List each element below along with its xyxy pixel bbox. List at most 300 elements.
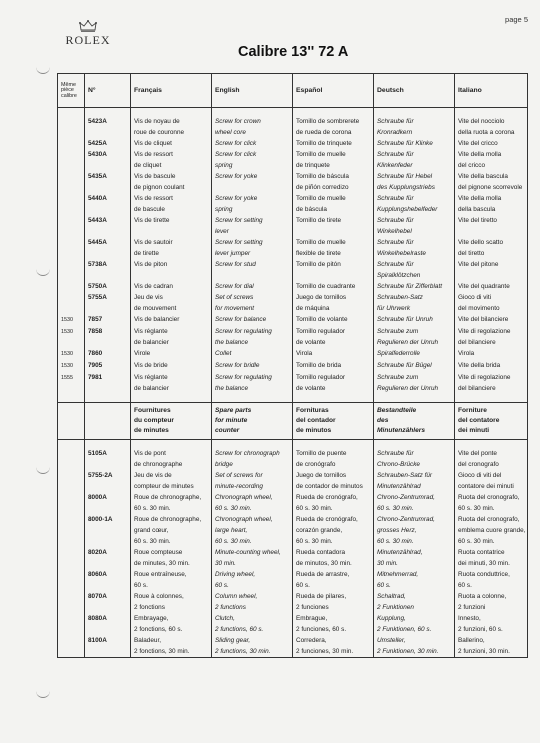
- cell-line: 2 functions, 30 min.: [215, 648, 271, 655]
- table-row: [58, 193, 528, 215]
- ref-cell: 7981: [85, 372, 131, 394]
- calibre-cell: 1530: [58, 326, 85, 348]
- fr-cell: [131, 635, 212, 658]
- cell-line: Vite della brida: [458, 362, 501, 369]
- fr-cell: [131, 613, 212, 635]
- ref-cell: 5430A: [85, 149, 131, 171]
- it-cell: [455, 237, 528, 259]
- spacer-cell: [131, 440, 212, 449]
- es-cell: [293, 138, 374, 149]
- it-cell: [455, 292, 528, 314]
- de-cell: [374, 372, 455, 394]
- en-cell: [212, 326, 293, 348]
- es-cell: [293, 547, 374, 569]
- spacer-row: [58, 108, 528, 117]
- cell-line: Vite della bascula: [458, 173, 508, 180]
- header-calibre: Même pièce calibre: [58, 74, 85, 108]
- table-row: [58, 348, 528, 360]
- cell-line: del movimento: [458, 305, 500, 312]
- cell-line: Screw for click: [215, 140, 257, 147]
- it-cell: [455, 215, 528, 237]
- header-english: English: [212, 74, 293, 108]
- fr-cell: [131, 314, 212, 326]
- binder-hole: [36, 66, 50, 74]
- cell-line: Klinkenfeder: [377, 162, 413, 169]
- cell-line: Virole: [134, 350, 151, 357]
- cell-line: Juego de tornillos: [296, 294, 347, 301]
- it-cell: [455, 193, 528, 215]
- de-cell: [374, 292, 455, 314]
- cell-line: Vis de bride: [134, 362, 168, 369]
- cell-line: del contatore: [458, 417, 500, 424]
- de-cell: [374, 360, 455, 372]
- spacer-cell: [131, 108, 212, 117]
- cell-line: 60 s.: [377, 582, 391, 589]
- it-cell: [455, 613, 528, 635]
- cell-line: Schraube für: [377, 217, 414, 224]
- cell-line: de piñón corredizo: [296, 184, 349, 191]
- cell-line: Screw for crown: [215, 118, 261, 125]
- cell-line: 60 s.: [458, 582, 472, 589]
- cell-line: 2 fonctions: [134, 604, 165, 611]
- es-cell: [293, 492, 374, 514]
- en-cell: [212, 348, 293, 360]
- cell-line: des: [377, 417, 389, 424]
- section-empty: [58, 403, 85, 440]
- spacer-cell: [85, 440, 131, 449]
- ref-cell: 5425A: [85, 138, 131, 149]
- ref-cell: 7857: [85, 314, 131, 326]
- cell-line: du compteur: [134, 417, 174, 424]
- de-cell: [374, 635, 455, 658]
- cell-line: Schraube für: [377, 450, 414, 457]
- cell-line: Vite della molla: [458, 151, 502, 158]
- calibre-cell: [58, 292, 85, 314]
- cell-line: Schraube für: [377, 261, 414, 268]
- cell-line: Ruota a colonne,: [458, 593, 507, 600]
- es-cell: [293, 372, 374, 394]
- fr-cell: [131, 448, 212, 470]
- en-cell: [212, 448, 293, 470]
- cell-line: de pignon coulant: [134, 184, 185, 191]
- section-es: [293, 403, 374, 440]
- cell-line: Tornillo de volante: [296, 316, 348, 323]
- cell-line: Collet: [215, 350, 232, 357]
- cell-line: del cricco: [458, 162, 485, 169]
- page-title: Calibre 13'' 72 A: [238, 44, 349, 60]
- table-row: [58, 591, 528, 613]
- cell-line: Regulieren der Unruh: [377, 385, 439, 392]
- en-cell: [212, 215, 293, 237]
- cell-line: Tornillo de tirete: [296, 217, 342, 224]
- calibre-cell: [58, 569, 85, 591]
- cell-line: Schrauben-Satz: [377, 294, 423, 301]
- spacer-cell: [58, 394, 85, 403]
- cell-line: Vite del bilanciere: [458, 316, 509, 323]
- ref-cell: 8000A: [85, 492, 131, 514]
- en-cell: [212, 569, 293, 591]
- cell-line: Minutenzählers: [377, 427, 425, 434]
- fr-cell: [131, 237, 212, 259]
- calibre-cell: [58, 613, 85, 635]
- es-cell: [293, 635, 374, 658]
- cell-line: Spare parts: [215, 407, 252, 414]
- cell-line: 2 Funktionen, 60 s.: [377, 626, 432, 633]
- cell-line: del bilanciere: [458, 385, 496, 392]
- cell-line: Vis de piton: [134, 261, 168, 268]
- ref-cell: 8080A: [85, 613, 131, 635]
- cell-line: Vite dello scatto: [458, 239, 503, 246]
- calibre-cell: [58, 171, 85, 193]
- cell-line: des Kupplungstriebs: [377, 184, 435, 191]
- cell-line: Minutenzählrad,: [377, 549, 423, 556]
- section-fr: [131, 403, 212, 440]
- spacer-cell: [58, 440, 85, 449]
- cell-line: Fournitures: [134, 407, 171, 414]
- cell-line: Embrayage,: [134, 615, 169, 622]
- cell-line: Vis de ressort: [134, 195, 173, 202]
- cell-line: Vis de balancier: [134, 316, 180, 323]
- ref-cell: 5755A: [85, 292, 131, 314]
- en-cell: [212, 138, 293, 149]
- cell-line: Schraube für: [377, 151, 414, 158]
- cell-line: Vite del quadrante: [458, 283, 510, 290]
- cell-line: de chronographe: [134, 461, 183, 468]
- cell-line: Virola: [458, 350, 475, 357]
- es-cell: [293, 448, 374, 470]
- es-cell: [293, 514, 374, 547]
- es-cell: [293, 215, 374, 237]
- de-cell: [374, 326, 455, 348]
- cell-line: Innesto,: [458, 615, 481, 622]
- calibre-cell: [58, 193, 85, 215]
- calibre-cell: 1530: [58, 360, 85, 372]
- de-cell: [374, 514, 455, 547]
- cell-line: dei minuti: [458, 427, 490, 434]
- cell-line: 2 functions: [215, 604, 246, 611]
- cell-line: Minute-counting wheel,: [215, 549, 281, 556]
- cell-line: Winkelhebelraste: [377, 250, 426, 257]
- cell-line: 2 Funktionen: [377, 604, 414, 611]
- it-cell: [455, 492, 528, 514]
- cell-line: large heart,: [215, 527, 248, 534]
- es-cell: [293, 281, 374, 292]
- section-header: [58, 403, 528, 440]
- binder-hole: [36, 466, 50, 474]
- calibre-cell: [58, 514, 85, 547]
- cell-line: 2 funciones, 60 s.: [296, 626, 347, 633]
- cell-line: de tirette: [134, 250, 159, 257]
- calibre-cell: [58, 138, 85, 149]
- table-row: [58, 470, 528, 492]
- cell-line: Schraube zum: [377, 374, 419, 381]
- cell-line: grosses Herz,: [377, 527, 417, 534]
- table-row: [58, 237, 528, 259]
- calibre-cell: [58, 237, 85, 259]
- table-row: [58, 372, 528, 394]
- cell-line: für Uhrwerk: [377, 305, 411, 312]
- it-cell: [455, 348, 528, 360]
- cell-line: del pignone scorrevole: [458, 184, 523, 191]
- de-cell: [374, 149, 455, 171]
- table-row: [58, 292, 528, 314]
- section-empty: [85, 403, 131, 440]
- cell-line: counter: [215, 427, 240, 434]
- fr-cell: [131, 547, 212, 569]
- cell-line: Mitnehmerrad,: [377, 571, 419, 578]
- cell-line: Embrague,: [296, 615, 328, 622]
- cell-line: Tornillo de báscula: [296, 173, 349, 180]
- fr-cell: [131, 116, 212, 138]
- cell-line: Screw for dial: [215, 283, 254, 290]
- ref-cell: 5738A: [85, 259, 131, 281]
- cell-line: Vis de pont: [134, 450, 166, 457]
- cell-line: Jeu de vis de: [134, 472, 172, 479]
- cell-line: Schaltrad,: [377, 593, 406, 600]
- cell-line: Vis de cliquet: [134, 140, 172, 147]
- it-cell: [455, 116, 528, 138]
- spacer-cell: [85, 394, 131, 403]
- spacer-cell: [455, 108, 528, 117]
- de-cell: [374, 281, 455, 292]
- cell-line: del cronografo: [458, 461, 499, 468]
- header-spanish: Español: [293, 74, 374, 108]
- spacer-cell: [131, 394, 212, 403]
- fr-cell: [131, 326, 212, 348]
- cell-line: 60 s. 30 min.: [377, 505, 414, 512]
- cell-line: Screw for yoke: [215, 195, 258, 202]
- cell-line: bridge: [215, 461, 233, 468]
- parts-table: [57, 73, 528, 658]
- cell-line: compteur de minutes: [134, 483, 194, 490]
- binder-hole: [36, 268, 50, 276]
- en-cell: [212, 514, 293, 547]
- spacer-row: [58, 440, 528, 449]
- cell-line: 60 s. 30 min.: [296, 538, 333, 545]
- cell-line: Corredera,: [296, 637, 327, 644]
- header-french: Français: [131, 74, 212, 108]
- spacer-cell: [293, 394, 374, 403]
- cell-line: 60 s. 30 min.: [134, 505, 171, 512]
- spacer-cell: [293, 108, 374, 117]
- cell-line: Kupplungshebelfeder: [377, 206, 438, 213]
- spacer-cell: [212, 394, 293, 403]
- cell-line: de rueda de corona: [296, 129, 352, 136]
- cell-line: 60 s. 30 min.: [377, 538, 414, 545]
- en-cell: [212, 492, 293, 514]
- cell-line: Chrono-Zentrumrad,: [377, 516, 435, 523]
- cell-line: the balance: [215, 385, 249, 392]
- cell-line: 2 funzioni, 60 s.: [458, 626, 503, 633]
- cell-line: della ruota a corona: [458, 129, 515, 136]
- en-cell: [212, 591, 293, 613]
- it-cell: [455, 448, 528, 470]
- cell-line: 2 funciones: [296, 604, 329, 611]
- table-header: [58, 74, 528, 108]
- calibre-cell: [58, 448, 85, 470]
- cell-line: de mouvement: [134, 305, 177, 312]
- cell-line: Schraube für Unruh: [377, 316, 433, 323]
- cell-line: contatore dei minuti: [458, 483, 514, 490]
- cell-line: Roue de chronographe,: [134, 494, 202, 501]
- cell-line: 2 Funktionen, 30 min.: [377, 648, 439, 655]
- ref-cell: 5443A: [85, 215, 131, 237]
- calibre-cell: [58, 116, 85, 138]
- cell-line: Rueda contadora: [296, 549, 346, 556]
- table-row: [58, 149, 528, 171]
- cell-line: de minutos: [296, 427, 332, 434]
- cell-line: Gioco di viti: [458, 294, 492, 301]
- calibre-cell: [58, 492, 85, 514]
- calibre-cell: 1530: [58, 314, 85, 326]
- cell-line: minute-recording: [215, 483, 263, 490]
- cell-line: del tiretto: [458, 250, 485, 257]
- cell-line: Chrono-Zentrumrad,: [377, 494, 435, 501]
- cell-line: Schraube für Zifferblatt: [377, 283, 443, 290]
- es-cell: [293, 259, 374, 281]
- cell-line: de cliquet: [134, 162, 162, 169]
- de-cell: [374, 314, 455, 326]
- cell-line: 60 s.: [296, 582, 310, 589]
- cell-line: 60 s. 30 min.: [215, 538, 252, 545]
- cell-line: Screw for balance: [215, 316, 267, 323]
- table-row: [58, 326, 528, 348]
- it-cell: [455, 569, 528, 591]
- cell-line: Ruota contatrice: [458, 549, 505, 556]
- cell-line: wheel core: [215, 129, 246, 136]
- en-cell: [212, 372, 293, 394]
- ref-cell: 7858: [85, 326, 131, 348]
- ref-cell: 5755-2A: [85, 470, 131, 492]
- spacer-cell: [212, 440, 293, 449]
- it-cell: [455, 281, 528, 292]
- cell-line: Tornillo de trinquete: [296, 140, 352, 147]
- cell-line: Vis de noyau de: [134, 118, 180, 125]
- cell-line: 2 fonctions, 30 min.: [134, 648, 190, 655]
- cell-line: Vis de ressort: [134, 151, 173, 158]
- cell-line: Schraube zum: [377, 328, 419, 335]
- cell-line: Tornillo de muelle: [296, 151, 346, 158]
- cell-line: del bilanciere: [458, 339, 496, 346]
- cell-line: 2 fonctions, 60 s.: [134, 626, 183, 633]
- en-cell: [212, 470, 293, 492]
- header-german: Deutsch: [374, 74, 455, 108]
- cell-line: 60 s. 30 min.: [458, 505, 495, 512]
- cell-line: Gioco di viti del: [458, 472, 502, 479]
- spacer-row: [58, 394, 528, 403]
- cell-line: de báscula: [296, 206, 327, 213]
- cell-line: Bestandteile: [377, 407, 417, 414]
- cell-line: Clutch,: [215, 615, 235, 622]
- spacer-cell: [374, 108, 455, 117]
- es-cell: [293, 360, 374, 372]
- es-cell: [293, 193, 374, 215]
- en-cell: [212, 635, 293, 658]
- es-cell: [293, 314, 374, 326]
- de-cell: [374, 591, 455, 613]
- de-cell: [374, 547, 455, 569]
- cell-line: de cronógrafo: [296, 461, 336, 468]
- ref-cell: 5440A: [85, 193, 131, 215]
- de-cell: [374, 569, 455, 591]
- cell-line: de balancier: [134, 339, 169, 346]
- cell-line: Tornillo de brida: [296, 362, 342, 369]
- cell-line: Driving wheel,: [215, 571, 256, 578]
- calibre-cell: 1555: [58, 372, 85, 394]
- it-cell: [455, 326, 528, 348]
- cell-line: Schraube für Klinke: [377, 140, 433, 147]
- cell-line: Schraube für Hebel: [377, 173, 433, 180]
- cell-line: Chrono-Brücke: [377, 461, 420, 468]
- cell-line: 30 min.: [377, 560, 398, 567]
- cell-line: Schraube für: [377, 239, 414, 246]
- cell-line: della bascula: [458, 206, 496, 213]
- cell-line: for minute: [215, 417, 248, 424]
- cell-line: lever jumper: [215, 250, 251, 257]
- cell-line: Screw for regulating: [215, 374, 272, 381]
- es-cell: [293, 149, 374, 171]
- es-cell: [293, 613, 374, 635]
- it-cell: [455, 259, 528, 281]
- cell-line: 60 s. 30 min.: [215, 505, 252, 512]
- de-cell: [374, 193, 455, 215]
- it-cell: [455, 635, 528, 658]
- table-row: [58, 635, 528, 658]
- es-cell: [293, 326, 374, 348]
- cell-line: grand cœur,: [134, 527, 169, 534]
- cell-line: de balancier: [134, 385, 169, 392]
- cell-line: Schraube für: [377, 118, 414, 125]
- table-row: [58, 215, 528, 237]
- fr-cell: [131, 591, 212, 613]
- cell-line: roue de couronne: [134, 129, 185, 136]
- cell-line: Baladeur,: [134, 637, 162, 644]
- it-cell: [455, 360, 528, 372]
- de-cell: [374, 613, 455, 635]
- cell-line: Schraube für: [377, 195, 414, 202]
- cell-line: Rueda de cronógrafo,: [296, 516, 358, 523]
- cell-line: 60 s.: [134, 582, 148, 589]
- cell-line: 2 funzioni, 30 min.: [458, 648, 510, 655]
- cell-line: Tornillo regulador: [296, 328, 346, 335]
- en-cell: [212, 281, 293, 292]
- table-row: [58, 360, 528, 372]
- ref-cell: 5750A: [85, 281, 131, 292]
- table-row: [58, 116, 528, 138]
- cell-line: de contador de minutos: [296, 483, 363, 490]
- es-cell: [293, 569, 374, 591]
- cell-line: Tornillo de sombrerete: [296, 118, 360, 125]
- cell-line: Rueda de cronógrafo,: [296, 494, 358, 501]
- fr-cell: [131, 149, 212, 171]
- cell-line: Kronradkern: [377, 129, 413, 136]
- cell-line: Tornillo regulador: [296, 374, 346, 381]
- cell-line: 60 s. 30 min.: [458, 538, 495, 545]
- cell-line: Spiralfederrolle: [377, 350, 420, 357]
- es-cell: [293, 470, 374, 492]
- cell-line: Ruota del cronografo,: [458, 516, 520, 523]
- cell-line: Winkelhebel: [377, 228, 412, 235]
- table-row: [58, 281, 528, 292]
- cell-line: Rueda de pilares,: [296, 593, 347, 600]
- header-italian: Italiano: [455, 74, 528, 108]
- ref-cell: 5435A: [85, 171, 131, 193]
- en-cell: [212, 171, 293, 193]
- cell-line: Schraube für Bügel: [377, 362, 432, 369]
- header-ref: N°: [85, 74, 131, 108]
- cell-line: 2 functions, 60 s.: [215, 626, 264, 633]
- cell-line: Ruota conduttrice,: [458, 571, 510, 578]
